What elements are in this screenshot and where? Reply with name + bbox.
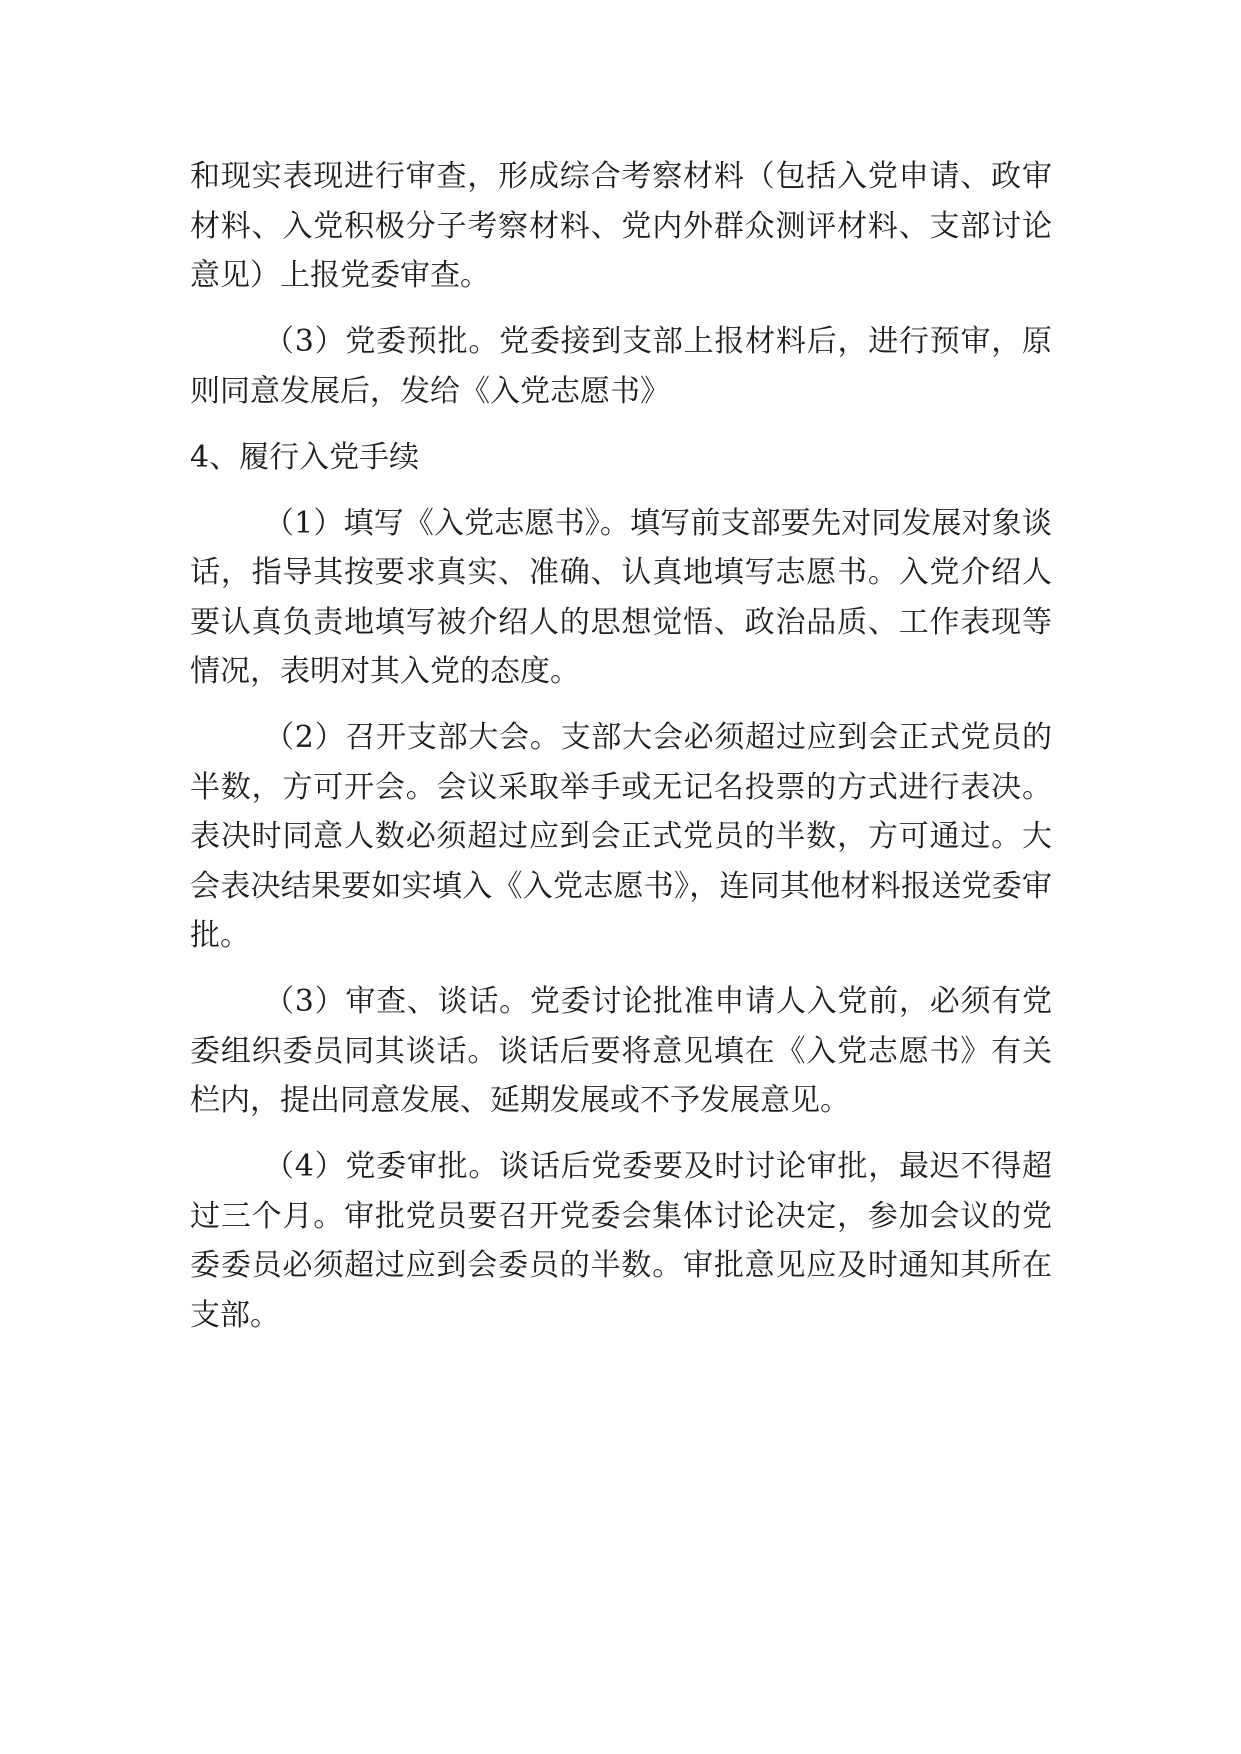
paragraph-continuation: 和现实表现进行审查，形成综合考察材料（包括入党申请、政审材料、入党积极分子考察材料、党内外群众测评材料、支部讨论意见）上报党委审查。 [190, 159, 1052, 293]
document-body [190, 152, 1052, 1357]
paragraph-review-interview: （3）审查、谈话。党委讨论批准申请人入党前，必须有党委组织委员同其谈话。谈话后要将意见填在《入党志愿书》有关栏内，提出同意发展、延期发展或不予发展意见。 [190, 984, 1052, 1118]
paragraph-committee-approval: （4）党委审批。谈话后党委要及时讨论审批，最迟不得超过三个月。审批党员要召开党委会集体讨论决定，参加会议的党委委员必须超过应到会委员的半数。审批意见应及时通知其所在支部。 [190, 1149, 1052, 1333]
section-heading-admission-procedures: 4、履行入党手续 [190, 439, 420, 475]
paragraph-party-pre-approval: （3）党委预批。党委接到支部上报材料后，进行预审，原则同意发展后，发给《入党志愿书》 [190, 324, 1052, 409]
paragraph-branch-meeting: （2）召开支部大会。支部大会必须超过应到会正式党员的半数，方可开会。会议采取举手或无记名投票的方式进行表决。表决时同意人数必须超过应到会正式党员的半数，方可通过。大会表决结果要如实填入《入党志愿书》，连同其他材料报送党委审批。 [190, 720, 1052, 953]
paragraph-fill-application: （1）填写《入党志愿书》。填写前支部要先对同发展对象谈话，指导其按要求真实、准确、认真地填写志愿书。入党介绍人要认真负责地填写被介绍人的思想觉悟、政治品质、工作表现等情况，表明对其入党的态度。 [190, 505, 1052, 689]
